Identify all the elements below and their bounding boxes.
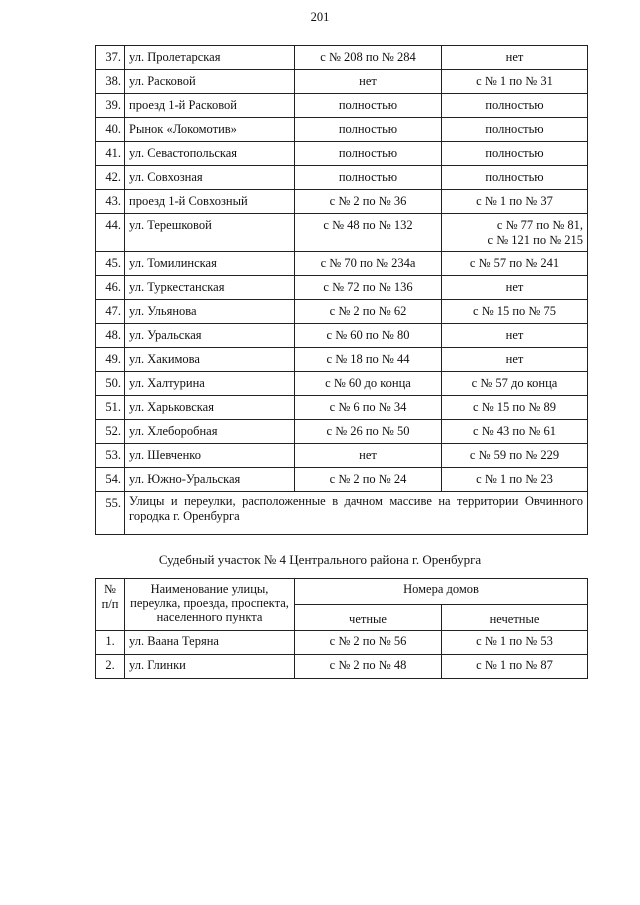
odd-numbers: нет [442, 276, 588, 300]
street-name: ул. Хлеборобная [125, 420, 295, 444]
odd-numbers: с № 43 по № 61 [442, 420, 588, 444]
street-name: ул. Севастопольская [125, 142, 295, 166]
header-even: четные [295, 605, 442, 631]
street-name: ул. Терешковой [125, 214, 295, 252]
table-row [96, 348, 588, 372]
street-name: ул. Ульянова [125, 300, 295, 324]
table-row [96, 444, 588, 468]
even-numbers: нет [295, 444, 442, 468]
court-district-table [95, 578, 588, 679]
header-num: № п/п [96, 579, 125, 631]
table-row [96, 468, 588, 492]
table-row [96, 492, 588, 535]
row-number: 52. [96, 420, 125, 444]
even-numbers: с № 60 до конца [295, 372, 442, 396]
table-row [96, 276, 588, 300]
even-numbers: полностью [295, 94, 442, 118]
even-numbers: с № 70 по № 234а [295, 252, 442, 276]
odd-numbers [442, 214, 588, 252]
table-row [96, 631, 588, 655]
even-numbers: полностью [295, 118, 442, 142]
street-name: ул. Туркестанская [125, 276, 295, 300]
row-number: 46. [96, 276, 125, 300]
street-name: ул. Уральская [125, 324, 295, 348]
even-numbers: с № 2 по № 36 [295, 190, 442, 214]
table-row [96, 142, 588, 166]
even-numbers: с № 26 по № 50 [295, 420, 442, 444]
odd-numbers: полностью [442, 166, 588, 190]
even-numbers: с № 48 по № 132 [295, 214, 442, 252]
table-row [96, 324, 588, 348]
table-row [96, 118, 588, 142]
table-row [96, 372, 588, 396]
row-number: 38. [96, 70, 125, 94]
even-numbers: нет [295, 70, 442, 94]
table-row [96, 94, 588, 118]
row-number: 1. [96, 631, 125, 655]
streets-table-body [96, 46, 588, 535]
odd-numbers: нет [442, 46, 588, 70]
header-street-name: Наименование улицы, переулка, проезда, проспекта, населенного пункта [125, 579, 295, 631]
odd-numbers-line: с № 121 по № 215 [487, 233, 583, 247]
street-name: ул. Южно-Уральская [125, 468, 295, 492]
streets-table [95, 45, 588, 535]
table-row [96, 70, 588, 94]
table-row [96, 420, 588, 444]
row-number: 45. [96, 252, 125, 276]
street-name: ул. Глинки [125, 655, 295, 679]
odd-numbers: с № 15 по № 89 [442, 396, 588, 420]
odd-numbers: с № 15 по № 75 [442, 300, 588, 324]
row-number: 39. [96, 94, 125, 118]
row-number: 55. [96, 492, 125, 535]
court-district-table-body [96, 631, 588, 679]
odd-numbers: с № 57 по № 241 [442, 252, 588, 276]
even-numbers: с № 18 по № 44 [295, 348, 442, 372]
street-name: ул. Совхозная [125, 166, 295, 190]
even-numbers: с № 2 по № 56 [295, 631, 442, 655]
table-row [96, 214, 588, 252]
street-name: ул. Томилинская [125, 252, 295, 276]
row-number: 40. [96, 118, 125, 142]
odd-numbers: полностью [442, 142, 588, 166]
table-row [96, 252, 588, 276]
row-number: 54. [96, 468, 125, 492]
even-numbers: полностью [295, 166, 442, 190]
row-number: 42. [96, 166, 125, 190]
row-number: 51. [96, 396, 125, 420]
even-numbers: с № 6 по № 34 [295, 396, 442, 420]
odd-numbers: с № 57 до конца [442, 372, 588, 396]
street-name: проезд 1-й Расковой [125, 94, 295, 118]
row-number: 47. [96, 300, 125, 324]
row-number: 53. [96, 444, 125, 468]
street-name: ул. Харьковская [125, 396, 295, 420]
header-odd: нечетные [442, 605, 588, 631]
even-numbers: с № 2 по № 62 [295, 300, 442, 324]
even-numbers: полностью [295, 142, 442, 166]
table-row [96, 655, 588, 679]
row-number: 43. [96, 190, 125, 214]
section-caption: Судебный участок № 4 Центрального района г. Оренбурга [158, 552, 482, 567]
table-row [96, 396, 588, 420]
street-name: ул. Расковой [125, 70, 295, 94]
header-house-numbers: Номера домов [295, 579, 588, 605]
street-name: ул. Халтурина [125, 372, 295, 396]
row-number: 41. [96, 142, 125, 166]
street-name: проезд 1-й Совхозный [125, 190, 295, 214]
table-row [96, 46, 588, 70]
odd-numbers: с № 1 по № 23 [442, 468, 588, 492]
row-number: 48. [96, 324, 125, 348]
street-name: ул. Ваана Теряна [125, 631, 295, 655]
table-row [96, 190, 588, 214]
street-name: ул. Хакимова [125, 348, 295, 372]
odd-numbers: с № 59 по № 229 [442, 444, 588, 468]
even-numbers: с № 2 по № 24 [295, 468, 442, 492]
odd-numbers: с № 1 по № 87 [442, 655, 588, 679]
odd-numbers: полностью [442, 94, 588, 118]
street-name: Улицы и переулки, расположенные в дачном массиве на территории Овчинного городка г. Оренбурга [125, 492, 588, 535]
odd-numbers: полностью [442, 118, 588, 142]
even-numbers: с № 2 по № 48 [295, 655, 442, 679]
odd-numbers: нет [442, 324, 588, 348]
odd-numbers: с № 1 по № 31 [442, 70, 588, 94]
street-name: ул. Пролетарская [125, 46, 295, 70]
row-number: 37. [96, 46, 125, 70]
even-numbers: с № 208 по № 284 [295, 46, 442, 70]
even-numbers: с № 72 по № 136 [295, 276, 442, 300]
page-number: 201 [310, 10, 330, 24]
odd-numbers: с № 1 по № 37 [442, 190, 588, 214]
street-name: Рынок «Локомотив» [125, 118, 295, 142]
street-name: ул. Шевченко [125, 444, 295, 468]
odd-numbers: нет [442, 348, 588, 372]
odd-numbers: с № 1 по № 53 [442, 631, 588, 655]
row-number: 49. [96, 348, 125, 372]
table-row [96, 300, 588, 324]
row-number: 44. [96, 214, 125, 252]
table-row [96, 166, 588, 190]
row-number: 2. [96, 655, 125, 679]
row-number: 50. [96, 372, 125, 396]
even-numbers: с № 60 по № 80 [295, 324, 442, 348]
odd-numbers-line: с № 77 по № 81, [496, 218, 583, 232]
